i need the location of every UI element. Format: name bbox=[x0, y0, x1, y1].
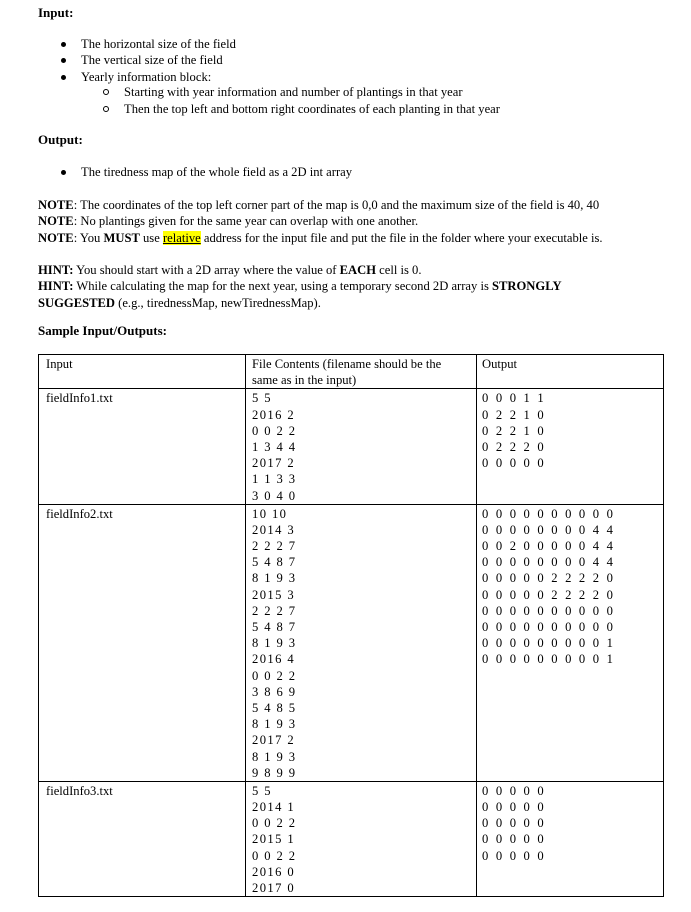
file-content-line: 3 0 4 0 bbox=[252, 488, 297, 503]
hints-block bbox=[38, 262, 658, 311]
output-bullet-1: The tiredness map of the whole field as a 2D int array bbox=[0, 164, 352, 180]
file-content-line: 2 2 2 7 bbox=[252, 603, 297, 618]
table-row bbox=[39, 781, 664, 896]
file-content-line: 2015 1 bbox=[252, 832, 296, 847]
file-content-line: 5 4 8 5 bbox=[252, 700, 297, 715]
output-cell bbox=[477, 389, 664, 504]
file-content-line: 5 5 bbox=[252, 783, 272, 798]
hint-1: HINT: You should start with a 2D array where the value of EACH cell is 0. bbox=[38, 263, 422, 277]
file-content-line: 5 4 8 7 bbox=[252, 555, 297, 570]
output-line: 0 0 0 0 0 bbox=[482, 783, 546, 798]
output-line: 0 0 0 0 0 bbox=[482, 816, 546, 831]
sub-bullet-circle-icon bbox=[103, 89, 109, 95]
output-cell bbox=[477, 781, 664, 896]
file-content-line: 3 8 6 9 bbox=[252, 684, 297, 699]
file-content-line: 2017 0 bbox=[252, 881, 296, 895]
output-line: 0 2 2 1 0 bbox=[482, 407, 546, 422]
hint-2-cont: SUGGESTED (e.g., tirednessMap, newTirednessMap). bbox=[38, 295, 321, 310]
input-filename: fieldInfo3.txt bbox=[46, 783, 113, 798]
note-1: NOTE: The coordinates of the top left corner part of the map is 0,0 and the maximum size of the field is 40, 40 bbox=[38, 198, 600, 212]
output-line: 0 2 2 2 0 bbox=[482, 439, 546, 454]
file-content-line: 2017 2 bbox=[252, 733, 296, 748]
header-file-contents: File Contents (filename should be the same as in the input) bbox=[246, 355, 477, 389]
output-line: 0 0 0 0 0 bbox=[482, 848, 546, 863]
file-contents-cell bbox=[246, 504, 477, 781]
hint-2: HINT: While calculating the map for the next year, using a temporary second 2D array is STRONGLY bbox=[38, 279, 562, 294]
output-line: 0 0 0 1 1 bbox=[482, 391, 546, 406]
header-input: Input bbox=[39, 355, 246, 389]
relative-highlight: relative bbox=[162, 230, 201, 245]
file-content-line: 2015 3 bbox=[252, 587, 296, 602]
output-line: 0 0 0 0 0 bbox=[482, 456, 546, 471]
output-heading: Output: bbox=[38, 132, 83, 147]
input-sub-bullet-2: Then the top left and bottom right coordinates of each planting in that year bbox=[0, 101, 500, 117]
file-content-line: 2014 1 bbox=[252, 800, 296, 815]
output-line: 0 0 0 0 0 0 0 0 4 4 bbox=[482, 555, 616, 570]
input-bullet-2: The vertical size of the field bbox=[0, 52, 500, 68]
output-line: 0 0 0 0 0 0 0 0 0 0 bbox=[482, 603, 616, 618]
bullet-dot-icon bbox=[61, 170, 66, 175]
file-content-line: 1 3 4 4 bbox=[252, 439, 297, 454]
file-content-line: 10 10 bbox=[252, 506, 288, 521]
output-line: 0 0 0 0 0 2 2 2 2 0 bbox=[482, 571, 616, 586]
file-content-line: 8 1 9 3 bbox=[252, 717, 297, 732]
file-content-line: 8 1 9 3 bbox=[252, 571, 297, 586]
input-filename: fieldInfo2.txt bbox=[46, 506, 113, 521]
output-line: 0 2 2 1 0 bbox=[482, 423, 546, 438]
input-sub-bullet-1: Starting with year information and number of plantings in that year bbox=[0, 84, 500, 100]
file-content-line: 0 0 2 2 bbox=[252, 423, 297, 438]
file-content-line: 2017 2 bbox=[252, 456, 296, 471]
output-bullet-list bbox=[0, 164, 352, 180]
file-content-line: 2 2 2 7 bbox=[252, 539, 297, 554]
file-content-line: 2016 2 bbox=[252, 407, 296, 422]
output-line: 0 0 0 0 0 0 0 0 0 0 bbox=[482, 506, 616, 521]
file-content-line: 8 1 9 3 bbox=[252, 636, 297, 651]
file-content-line: 0 0 2 2 bbox=[252, 668, 297, 683]
samples-heading: Sample Input/Outputs: bbox=[38, 323, 167, 338]
input-filename: fieldInfo1.txt bbox=[46, 391, 113, 406]
bullet-dot-icon bbox=[61, 42, 66, 47]
file-content-line: 0 0 2 2 bbox=[252, 848, 297, 863]
bullet-dot-icon bbox=[61, 58, 66, 63]
header-output: Output bbox=[477, 355, 664, 389]
output-line: 0 0 0 0 0 0 0 0 0 0 bbox=[482, 620, 616, 634]
file-content-line: 0 0 2 2 bbox=[252, 816, 297, 831]
input-heading: Input: bbox=[38, 5, 74, 20]
output-line: 0 0 0 0 0 0 0 0 0 1 bbox=[482, 636, 616, 651]
table-header-row bbox=[39, 355, 664, 389]
table-row bbox=[39, 504, 664, 781]
samples-table bbox=[38, 354, 664, 897]
output-line: 0 0 0 0 0 0 0 0 0 1 bbox=[482, 652, 616, 667]
note-3: NOTE: You MUST use relative address for the input file and put the file in the folder where your executable is. bbox=[38, 230, 603, 245]
output-line: 0 0 2 0 0 0 0 0 4 4 bbox=[482, 539, 616, 554]
notes-block bbox=[38, 197, 658, 246]
output-line: 0 0 0 0 0 bbox=[482, 832, 546, 847]
output-line: 0 0 0 0 0 bbox=[482, 800, 546, 815]
file-content-line: 5 5 bbox=[252, 391, 272, 406]
file-content-line: 2014 3 bbox=[252, 522, 296, 537]
file-contents-cell bbox=[246, 781, 477, 896]
table-row bbox=[39, 389, 664, 504]
note-2: NOTE: No plantings given for the same year can overlap with one another. bbox=[38, 214, 419, 229]
file-content-line: 8 1 9 3 bbox=[252, 749, 297, 764]
file-content-line: 5 4 8 7 bbox=[252, 620, 297, 634]
output-line: 0 0 0 0 0 0 0 0 4 4 bbox=[482, 522, 616, 537]
output-line: 0 0 0 0 0 2 2 2 2 0 bbox=[482, 587, 616, 602]
file-content-line: 2016 4 bbox=[252, 652, 296, 667]
file-content-line: 9 8 9 9 bbox=[252, 765, 297, 780]
output-cell bbox=[477, 504, 664, 781]
sub-bullet-circle-icon bbox=[103, 106, 109, 112]
bullet-dot-icon bbox=[61, 75, 66, 80]
file-content-line: 1 1 3 3 bbox=[252, 472, 297, 487]
input-bullet-1: The horizontal size of the field bbox=[0, 36, 500, 52]
file-contents-cell bbox=[246, 389, 477, 504]
file-content-line: 2016 0 bbox=[252, 864, 296, 879]
input-bullet-list bbox=[0, 36, 500, 117]
input-bullet-3: Yearly information block: bbox=[0, 69, 500, 85]
